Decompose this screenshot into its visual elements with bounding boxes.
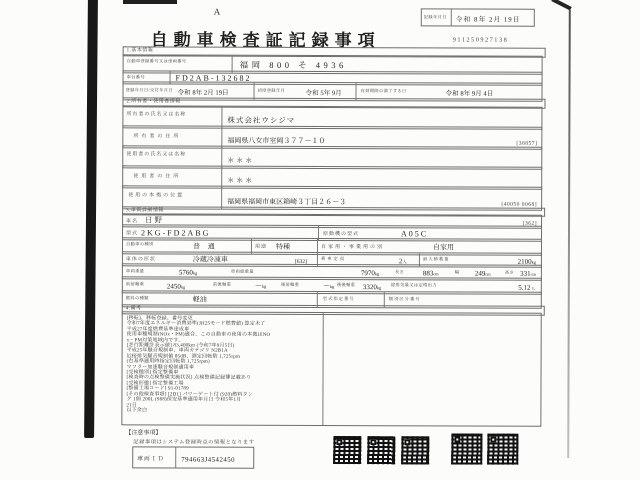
user-name-value: ＊＊＊ bbox=[227, 156, 255, 165]
first-registration-label: 初度登録年月 bbox=[257, 87, 286, 93]
section-title-owner: 2.所有者・使用者情報 bbox=[122, 97, 545, 108]
registration-number-value: 福岡 800 そ 4936 bbox=[239, 59, 347, 71]
qr-code-icon bbox=[451, 433, 482, 464]
vehicle-id-label: 車両ＩＤ bbox=[137, 456, 165, 463]
remark-line: [受検種別] 指定整備車 bbox=[126, 370, 179, 376]
remark-line: [移転]、移転登録、番号変更 bbox=[126, 316, 193, 322]
record-date-value: 令和 8年 2月 19日 bbox=[455, 16, 521, 24]
length-label: 長さ bbox=[394, 269, 405, 275]
user-address-value: ＊＊＊ bbox=[227, 176, 255, 185]
remark-line: [その他検査事項] [2D1] パワーゲート付 (920)燃料タン bbox=[126, 392, 253, 398]
private-business-label: 自家用・事業用の別 bbox=[320, 245, 384, 251]
use-label: 用途 bbox=[254, 244, 267, 250]
notice-text: 記録事項はシステム登録時点の情報となります bbox=[133, 439, 255, 446]
section-title-remarks: 4.備考 bbox=[122, 304, 545, 315]
engine-model-value: A05C bbox=[401, 229, 429, 239]
length-value: 883cm bbox=[422, 269, 439, 278]
remarks-box bbox=[121, 311, 541, 426]
gross-weight-label: 車両総重量 bbox=[230, 268, 254, 274]
axle-front-front-value: 2450kg bbox=[166, 282, 186, 291]
owner-address-label: 所有者の住所 bbox=[133, 134, 182, 140]
kind-value: 普 通 bbox=[192, 242, 218, 251]
remark-line: [整備工場コード] 91-01789 bbox=[126, 386, 189, 392]
body-shape-code: [632] bbox=[294, 258, 307, 265]
width-value: 249cm bbox=[474, 269, 491, 278]
section-title-detail: 3.車両詳細情報 bbox=[122, 206, 545, 216]
remark-line: 以下余白 bbox=[126, 408, 148, 414]
axle-front-front-label: 前前軸重 bbox=[125, 281, 145, 287]
owner-name-value: 株式会社ウシジマ bbox=[227, 115, 296, 125]
issue-date-label: 登録年月日/交付年月日 bbox=[125, 87, 174, 93]
height-value: 331cm bbox=[520, 269, 536, 278]
capacity-value: 2人 bbox=[398, 257, 407, 266]
private-business-value: 自家用 bbox=[432, 243, 454, 252]
remark-line: [走行距離計表示値] 83,400km (令和7年9月5日) bbox=[126, 343, 235, 349]
remark-line: 21日 bbox=[126, 402, 138, 408]
chassis-number-label: 車台番号 bbox=[126, 74, 145, 80]
weight-label: 車両重量 bbox=[125, 268, 145, 274]
remark-line: 使用車種規制(NOx・PM)適合、この自動車の使用の本拠はNO bbox=[126, 332, 271, 339]
base-location-label: 使用の本拠の位置 bbox=[128, 193, 185, 199]
width-label: 幅 bbox=[454, 269, 460, 275]
make-code: [362] bbox=[522, 220, 538, 227]
remarks-text bbox=[126, 316, 320, 414]
record-date-label: 記録年月日 bbox=[423, 14, 447, 20]
axle-rear-front-value: －kg bbox=[322, 282, 335, 291]
document-number: 911250927138 bbox=[452, 36, 509, 44]
gross-weight-value: 7970kg bbox=[360, 269, 380, 278]
axle-rear-rear-value: 3320kg bbox=[362, 283, 382, 292]
section-title-basic: 1.基本情報 bbox=[123, 46, 546, 57]
corner-letter: A bbox=[213, 6, 221, 17]
axle-rear-rear-label: 後後軸重 bbox=[336, 282, 356, 288]
notice-title: 【注意事項】 bbox=[125, 430, 162, 437]
qr-code-icon bbox=[367, 436, 395, 464]
model-label: 型式 bbox=[126, 231, 139, 237]
axle-front-rear-label: 前後軸重 bbox=[212, 281, 232, 287]
remark-line: 令和7年度エネルギー消費効率(JH25モード燃費値) 算定未了 bbox=[126, 321, 266, 328]
axle-rear-front-label: 後前軸重 bbox=[280, 281, 300, 287]
remark-line: ク 1個 200L (988)保安基準適用年月日 令和5年1月 bbox=[126, 397, 242, 403]
registration-number-label: 自動車登録番号又は車両番号 bbox=[126, 58, 187, 64]
remark-line: [受検形態] 指定整備工場 bbox=[126, 381, 184, 387]
vehicle-id-value: 794663J4542450 bbox=[181, 456, 236, 464]
displacement-value: 5.12 L bbox=[518, 283, 535, 292]
remark-line: x・PM対策地域内です。 bbox=[126, 337, 184, 344]
engine-model-label: 原動機の型式 bbox=[323, 232, 360, 238]
axle-front-rear-value: －kg bbox=[254, 281, 267, 290]
fuel-label: 燃料の種類 bbox=[125, 295, 149, 301]
owner-address-code: [38857] bbox=[516, 140, 538, 147]
remark-line: マフラー加速騒音規制適用車 bbox=[126, 364, 195, 371]
payload-value: 2100kg bbox=[517, 257, 536, 266]
owner-address-value: 福岡県八女市室岡３７７－１０ bbox=[227, 136, 326, 146]
model-value: 2KG-FD2ABG bbox=[141, 228, 211, 238]
payload-label: 最大積載量 bbox=[422, 256, 450, 262]
remark-line: [検査時の点検整備実施状況] 点検整備記録簿記載あり bbox=[126, 375, 252, 382]
remark-line: 近接排気騒音規制値 85dB、測定回転数 1,725rpm bbox=[126, 354, 241, 360]
base-location-value: 福岡県福岡市東区箱崎３丁目２６－３ bbox=[227, 197, 347, 207]
body-shape-value: 冷蔵冷凍車 bbox=[192, 255, 228, 264]
chassis-number-value: FD2AB-132682 bbox=[175, 73, 252, 83]
remark-line: 平成25年騒音規制車、車両カテゴリ N2B1A bbox=[126, 348, 228, 355]
qr-code-icon bbox=[333, 436, 361, 464]
fuel-value: 軽油 bbox=[192, 295, 207, 304]
page-title: 自動車検査証記録事項 bbox=[150, 30, 381, 51]
make-label: 車名 bbox=[126, 219, 139, 225]
classification-number-label: 類別区分番号 bbox=[388, 296, 421, 302]
height-label: 高さ bbox=[504, 269, 515, 275]
owner-name-label: 所有者の氏名又は名称 bbox=[126, 112, 187, 118]
remark-line: (右基準適用時指定回転数 1,725rpm) bbox=[126, 359, 210, 365]
record-date-box bbox=[421, 8, 535, 26]
use-value: 特種 bbox=[275, 242, 290, 251]
body-shape-label: 車体の形状 bbox=[125, 257, 156, 263]
expiry-date-label: 有効期間の満了する日 bbox=[360, 88, 407, 94]
remark-line: 平成27年度燃費基準達成車 bbox=[126, 327, 190, 333]
issue-date-value: 令和 8年 2月 19日 bbox=[177, 89, 229, 97]
kind-label: 自動車の種別 bbox=[125, 241, 154, 247]
user-name-label: 使用者の氏名又は名称 bbox=[126, 152, 187, 158]
vehicle-id-box bbox=[132, 446, 254, 468]
first-registration-value: 令和 5年 9月 bbox=[305, 89, 342, 98]
type-approval-number-label: 型式指定番号 bbox=[322, 296, 355, 302]
qr-code-icon bbox=[401, 436, 429, 464]
user-address-label: 使用者の住所 bbox=[133, 174, 182, 180]
capacity-label: 乗車定員 bbox=[320, 256, 347, 262]
base-location-code: [40050 0068] bbox=[501, 201, 538, 208]
weight-value: 5760kg bbox=[178, 268, 198, 277]
expiry-date-value: 令和 8年 9月 4日 bbox=[445, 90, 494, 98]
make-value: 日野 bbox=[145, 215, 165, 225]
displacement-label: 総排気量又は定格出力 bbox=[390, 282, 437, 288]
qr-code-icon bbox=[487, 434, 518, 465]
